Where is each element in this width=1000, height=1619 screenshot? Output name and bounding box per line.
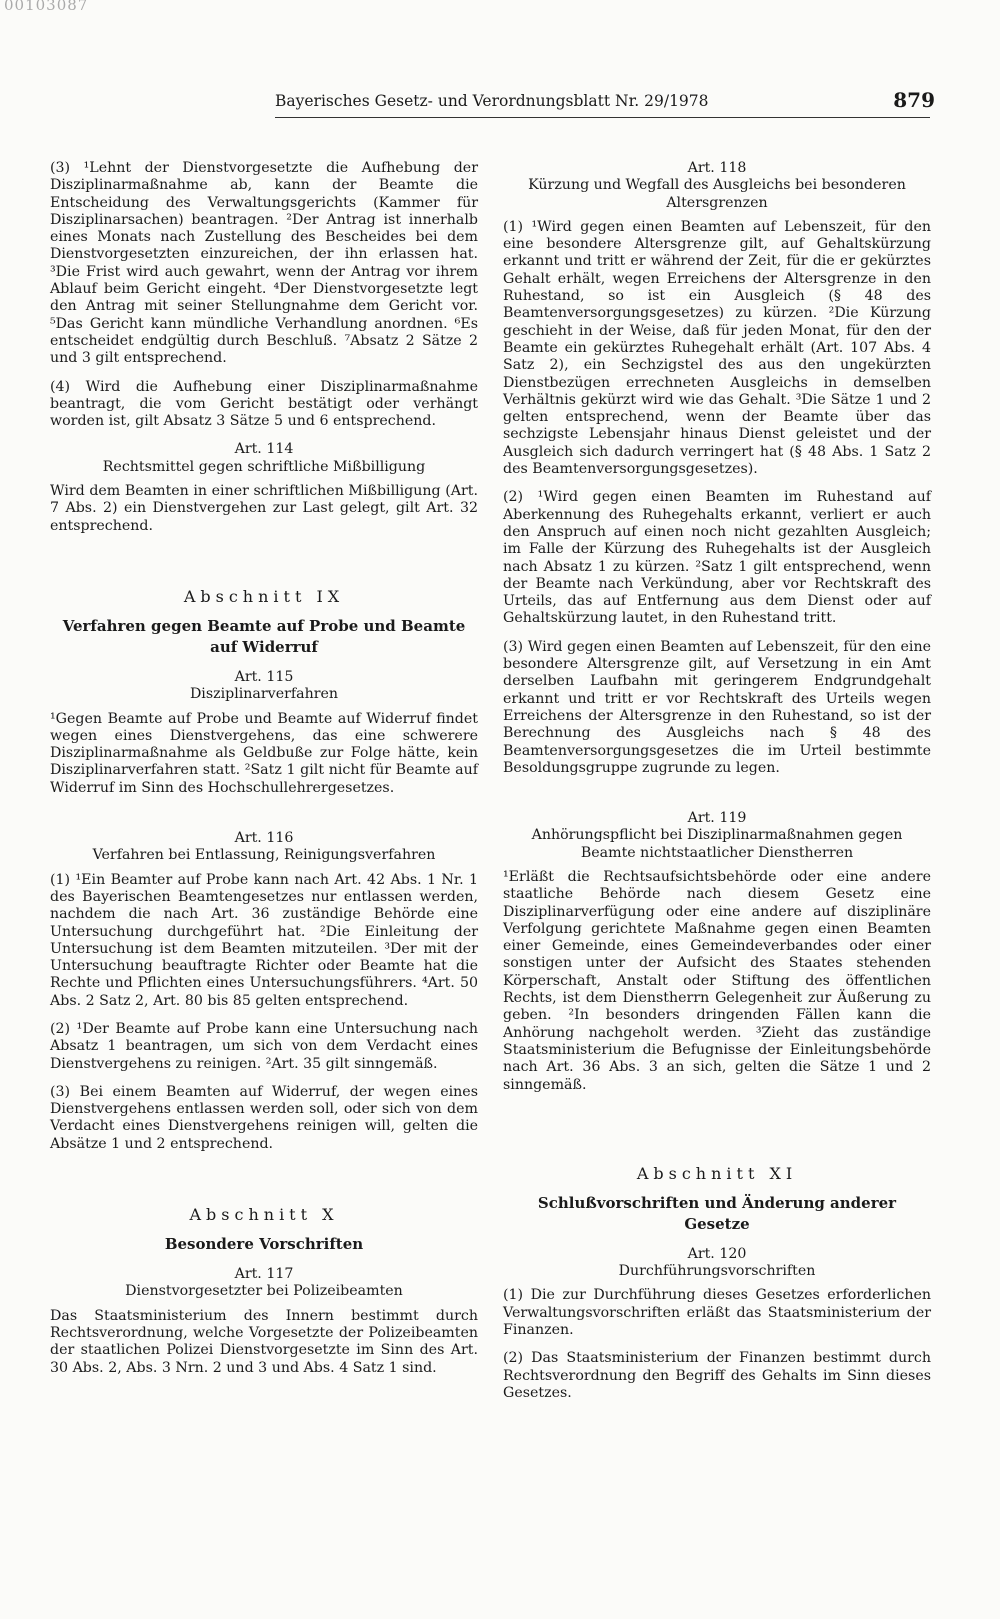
paragraph: (3) Bei einem Beamten auf Widerruf, der wegen eines Dienstvergehens entlassen werden soll, oder sich von dem Verdacht eines Dienstvergehens reinigen will, gelten die Absätze 1 und 2 entsprechend. <box>50 1083 478 1152</box>
paragraph: (2) ¹Wird gegen einen Beamten im Ruhestand auf Aberkennung des Ruhegehalts erkannt, verliert er auch den Anspruch auf einen noch nicht gezahlten Ausgleich; im Falle der Kürzung des Ruhegehalts ist der Ausgleich nach Absatz 1 zu kürzen. ²Satz 1 gilt entsprechend, wenn der Beamte nach Verkündung, aber vor Rechtskraft des Urteils, das auf Entfernung aus dem Dienst oder auf Gehaltskürzung lautet, in den Ruhestand tritt. <box>503 489 931 627</box>
article-number: Art. 114 <box>234 441 294 458</box>
paragraph: (4) Wird die Aufhebung einer Disziplinarmaßnahme beantragt, die vom Gericht bestätigt oder verhängt worden ist, gilt Absatz 3 Sätze 5 und 6 entsprechend. <box>50 378 478 430</box>
section-label: Abschnitt IX <box>183 586 345 606</box>
paragraph: ¹Erläßt die Rechtsaufsichtsbehörde oder eine andere staatliche Behörde nach diesem Gesetz eine Disziplinarverfügung oder eine andere auf disziplinäre Verfolgung gerichtete Maßnahme gegen einen Beamten einer Gemeinde, eines Gemeindeverbandes oder einer sonstigen unter der Aufsicht des Staates stehenden Körperschaft, Anstalt oder Stiftung des öffentlichen Rechts, ist dem Dienstherrn Gelegenheit zur Äußerung zu geben. ²In besonders dringenden Fällen kann die Anhörung nachgeholt werden. ³Zieht das zuständige Staatsministerium die Befugnisse der Einleitungsbehörde nach Art. 36 Abs. 3 an sich, gelten die Sätze 1 und 2 sinngemäß. <box>503 868 931 1093</box>
paragraph: Das Staatsministerium des Innern bestimmt durch Rechtsverordnung, welche Vorgesetzte der Polizeibeamten der staatlichen Polizei Dienstvorgesetzte im Sinn des Art. 30 Abs. 2, Abs. 3 Nrn. 2 und 3 und Abs. 4 Satz 1 sind. <box>50 1307 478 1376</box>
running-header <box>275 88 935 116</box>
section-label: Abschnitt XI <box>636 1163 798 1183</box>
paragraph: (2) Das Staatsministerium der Finanzen bestimmt durch Rechtsverordnung den Begriff des Gehalts im Sinn dieses Gesetzes. <box>503 1350 931 1401</box>
journal-title: Bayerisches Gesetz- und Verordnungsblatt Nr. 29/1978 <box>275 92 709 110</box>
article-number: Art. 116 <box>234 830 294 847</box>
right-column <box>503 160 931 1402</box>
article-number: Art. 119 <box>687 810 747 827</box>
paragraph: Wird dem Beamten in einer schriftlichen Mißbilligung (Art. 7 Abs. 2) ein Dienstvergehen zur Last gelegt, gilt Art. 32 entsprechend. <box>50 483 478 534</box>
paragraph: (3) ¹Lehnt der Dienstvorgesetzte die Aufhebung der Disziplinarmaßnahme ab, kann der Beamte die Entscheidung des Verwaltungsgerichts (Kammer für Disziplinarsachen) beantragen. ²Der Antrag ist innerhalb eines Monats nach Zustellung des Bescheides bei dem Dienstvorgesetzten einzureichen, der ihn erlassen hat. ³Die Frist wird auch gewahrt, wenn der Antrag vor ihrem Ablauf beim Gericht eingeht. ⁴Der Dienstvorgesetzte legt den Antrag mit seiner Stellungnahme dem Gericht vor. ⁵Das Gericht kann mündliche Verhandlung anordnen. ⁶Es entscheidet endgültig durch Beschluß. ⁷Absatz 2 Sätze 2 und 3 gilt entsprechend. <box>50 160 478 367</box>
article-title: Disziplinarverfahren <box>189 686 339 703</box>
section-title: Verfahren gegen Beamte auf Probe und Beamte auf Widerruf <box>62 616 466 656</box>
paragraph: (3) Wird gegen einen Beamten auf Lebenszeit, für den eine besondere Altersgrenze gilt, auf Versetzung in ein Amt derselben Laufbahn mit geringerem Endgrundgehalt erkannt und tritt er vor Rechtskraft des Urteils wegen Erreichens der Altersgrenze in den Ruhestand, so ist der Berechnung des Ausgleichs nach § 48 des Beamtenversorgungsgesetzes die im Urteil bestimmte Besoldungsgruppe zugrunde zu legen. <box>503 638 931 776</box>
scan-stamp: 00103087 <box>4 0 89 14</box>
article-number: Art. 117 <box>234 1266 294 1283</box>
paragraph: ¹Gegen Beamte auf Probe und Beamte auf Widerruf findet wegen eines Dienstvergehens, das eine schwerere Disziplinarmaßnahme als Geldbuße zur Folge hätte, kein Disziplinarverfahren statt. ²Satz 1 gilt nicht für Beamte auf Widerruf im Sinn des Hochschullehrergesetzes. <box>50 710 478 796</box>
header-rule <box>275 117 930 118</box>
article-number: Art. 118 <box>687 160 747 176</box>
section-title: Schlußvorschriften und Änderung anderer Gesetze <box>537 1193 897 1233</box>
paragraph: (1) ¹Wird gegen einen Beamten auf Lebenszeit, für den eine besondere Altersgrenze gilt, auf Gehaltskürzung erkannt und tritt er während der Zeit, für die er gekürztes Gehalt erhält, wegen Erreichens der Altersgrenze in den Ruhestand, so ist ein Ausgleich (§ 48 des Beamtenversorgungsgesetzes) zu kürzen. ²Die Kürzung geschieht in der Weise, daß für jeden Monat, für den der Beamte ein gekürztes Ruhegehalt erhält (Art. 107 Abs. 4 Satz 2), ein Sechzigstel des aus den ungekürzten Dienstbezügen errechneten Ausgleichs in demselben Verhältnis gekürzt wird wie das Gehalt. ³Die Sätze 1 und 2 gelten entsprechend, wenn der Beamte über das sechzigste Lebensjahr hinaus Dienst geleistet und der Ausgleich sich dadurch verringert hat (§ 48 Abs. 1 Satz 2 des Beamtenversorgungsgesetzes). <box>503 218 931 478</box>
article-title: Durchführungsvorschriften <box>618 1263 816 1280</box>
article-title: Rechtsmittel gegen schriftliche Mißbilligung <box>102 458 426 475</box>
article-number: Art. 120 <box>687 1245 747 1262</box>
article-title: Anhörungspflicht bei Disziplinarmaßnahmen gegen Beamte nichtstaatlicher Dienstherren <box>531 827 903 861</box>
article-number: Art. 115 <box>234 668 294 685</box>
page-number: 879 <box>893 88 935 112</box>
paragraph: (2) ¹Der Beamte auf Probe kann eine Untersuchung nach Absatz 1 beantragen, um sich von dem Verdacht eines Dienstvergehens zu reinigen. ²Art. 35 gilt sinngemäß. <box>50 1020 478 1072</box>
paragraph: (1) ¹Ein Beamter auf Probe kann nach Art. 42 Abs. 1 Nr. 1 des Bayerischen Beamtengesetzes nur entlassen werden, nachdem die nach Art. 36 zuständige Behörde eine Untersuchung durchgeführt hat. ²Die Einleitung der Untersuchung ist dem Beamten mitzuteilen. ³Der mit der Untersuchung beauftragte Richter oder Beamte hat die Rechte und Pflichten eines Untersuchungsführers. ⁴Art. 50 Abs. 2 Satz 2, Art. 80 bis 85 gelten entsprechend. <box>50 871 478 1009</box>
left-column <box>50 160 478 1377</box>
paragraph: (1) Die zur Durchführung dieses Gesetzes erforderlichen Verwaltungsvorschriften erläßt das Staatsministerium der Finanzen. <box>503 1287 931 1339</box>
article-title: Kürzung und Wegfall des Ausgleichs bei besonderen Altersgrenzen <box>528 177 906 211</box>
article-title: Verfahren bei Entlassung, Reinigungsverfahren <box>92 847 436 864</box>
article-title: Dienstvorgesetzter bei Polizeibeamten <box>125 1283 403 1300</box>
section-title: Besondere Vorschriften <box>164 1235 364 1254</box>
section-label: Abschnitt X <box>189 1205 339 1225</box>
